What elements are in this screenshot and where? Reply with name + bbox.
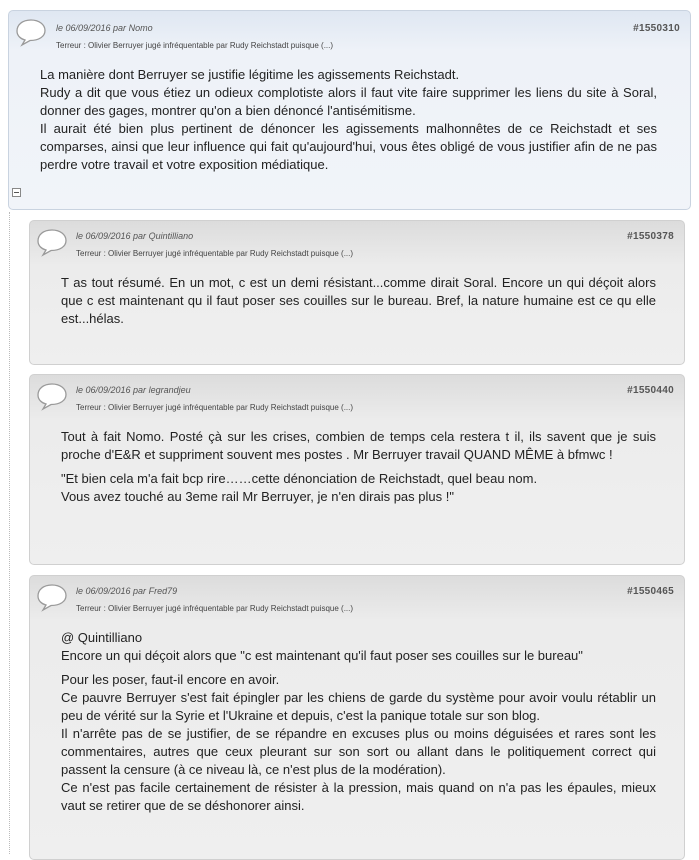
- comment-date: le 06/09/2016 par: [76, 586, 147, 596]
- collapse-minus-icon[interactable]: [12, 188, 21, 197]
- comment-author[interactable]: legrandjeu: [148, 385, 191, 395]
- comment-body: [61, 428, 656, 512]
- comment-subject[interactable]: Terreur : Olivier Berruyer jugé infréquentable par Rudy Reichstadt puisque (...): [56, 41, 334, 50]
- comment-paragraph: La manière dont Berruyer se justifie légitime les agissements Reichstadt. Rudy a dit que vous étiez un odieux complotiste alors il faut vite faire supprimer les liens du site à Soral, donner des gages, montrer qu'on a bien dénoncé l'antisémitisme. Il aurait été bien plus pertinent de dénoncer les agissements malhonnêtes de ce Reichstadt et ses comparses, ainsi que leur influence qui fait qu'aujourd'hui, vous êtes obligé de vous justifier afin de ne pas perdre votre travail et votre exposition médiatique.: [40, 67, 657, 172]
- comment-body: [40, 66, 657, 180]
- comment-ref[interactable]: #1550378: [627, 231, 674, 242]
- comment-date: le 06/09/2016 par: [56, 23, 127, 33]
- comment-meta: [56, 23, 153, 33]
- speech-bubble-icon: [35, 227, 69, 257]
- speech-bubble-icon: [35, 381, 69, 411]
- comment-meta: [76, 231, 193, 241]
- comment-ref[interactable]: #1550310: [633, 23, 680, 34]
- comment-author[interactable]: Nomo: [128, 23, 153, 33]
- comment-author[interactable]: Quintilliano: [148, 231, 194, 241]
- speech-bubble-icon: [35, 582, 69, 612]
- thread-line: [9, 212, 10, 854]
- comment-subject[interactable]: Terreur : Olivier Berruyer jugé infréquentable par Rudy Reichstadt puisque (...): [76, 403, 354, 412]
- comment-paragraph: T as tout résumé. En un mot, c est un demi résistant...comme dirait Soral. Encore un qui déçoit alors que c est maintenant qu il faut poser ses couilles sur le bureau. Bref, la nature humaine est ce qu elle est...hélas.: [61, 275, 656, 326]
- comment-ref[interactable]: #1550440: [627, 385, 674, 396]
- comment-author[interactable]: Fred79: [148, 586, 178, 596]
- comment-body: [61, 629, 656, 821]
- comment-1550310: [8, 10, 691, 210]
- comment-meta: [76, 385, 191, 395]
- comment-subject[interactable]: Terreur : Olivier Berruyer jugé infréquentable par Rudy Reichstadt puisque (...): [76, 249, 354, 258]
- comment-subject[interactable]: Terreur : Olivier Berruyer jugé infréquentable par Rudy Reichstadt puisque (...): [76, 604, 354, 613]
- comment-1550465: [29, 575, 685, 860]
- comment-date: le 06/09/2016 par: [76, 231, 147, 241]
- comment-meta: [76, 586, 177, 596]
- comment-1550378: [29, 220, 685, 365]
- comment-paragraph: "Et bien cela m'a fait bcp rire……cette dénonciation de Reichstadt, quel beau nom. Vous avez touché au 3eme rail Mr Berruyer, je n'en dirais pas plus !": [61, 471, 538, 504]
- comment-date: le 06/09/2016 par: [76, 385, 147, 395]
- speech-bubble-icon: [14, 17, 48, 47]
- comment-1550440: [29, 374, 685, 565]
- comment-paragraph: @ Quintilliano Encore un qui déçoit alors que "c est maintenant qu'il faut poser ses couilles sur le bureau": [61, 630, 583, 663]
- comment-paragraph: Pour les poser, faut-il encore en avoir. Ce pauvre Berruyer s'est fait épingler par les chiens de garde du système pour avoir voulu rétablir un peu de vérité sur la Syrie et l'Ukraine et depuis, c'est la panique totale sur son blog. Il n'arrête pas de se justifier, de se répandre en excuses plus ou moins déguisées et rares sont les commentaires, autres que ceux pleurant sur son sort ou allant dans le politiquement correct qui passent la censure (à ce niveau là, ce n'est plus de la modération). Ce n'est pas facile certainement de résister à la pression, mais quand on n'a pas les épaules, mieux vaut se retirer que de se déshonorer ainsi.: [61, 672, 656, 813]
- comment-body: [61, 274, 656, 334]
- comment-ref[interactable]: #1550465: [627, 586, 674, 597]
- comment-paragraph: Tout à fait Nomo. Posté çà sur les crises, combien de temps cela restera t il, ils savent que je suis proche d'E&R et suppriment souvent mes postes . Mr Berruyer travail QUAND MÊME à bfmwc !: [61, 429, 656, 462]
